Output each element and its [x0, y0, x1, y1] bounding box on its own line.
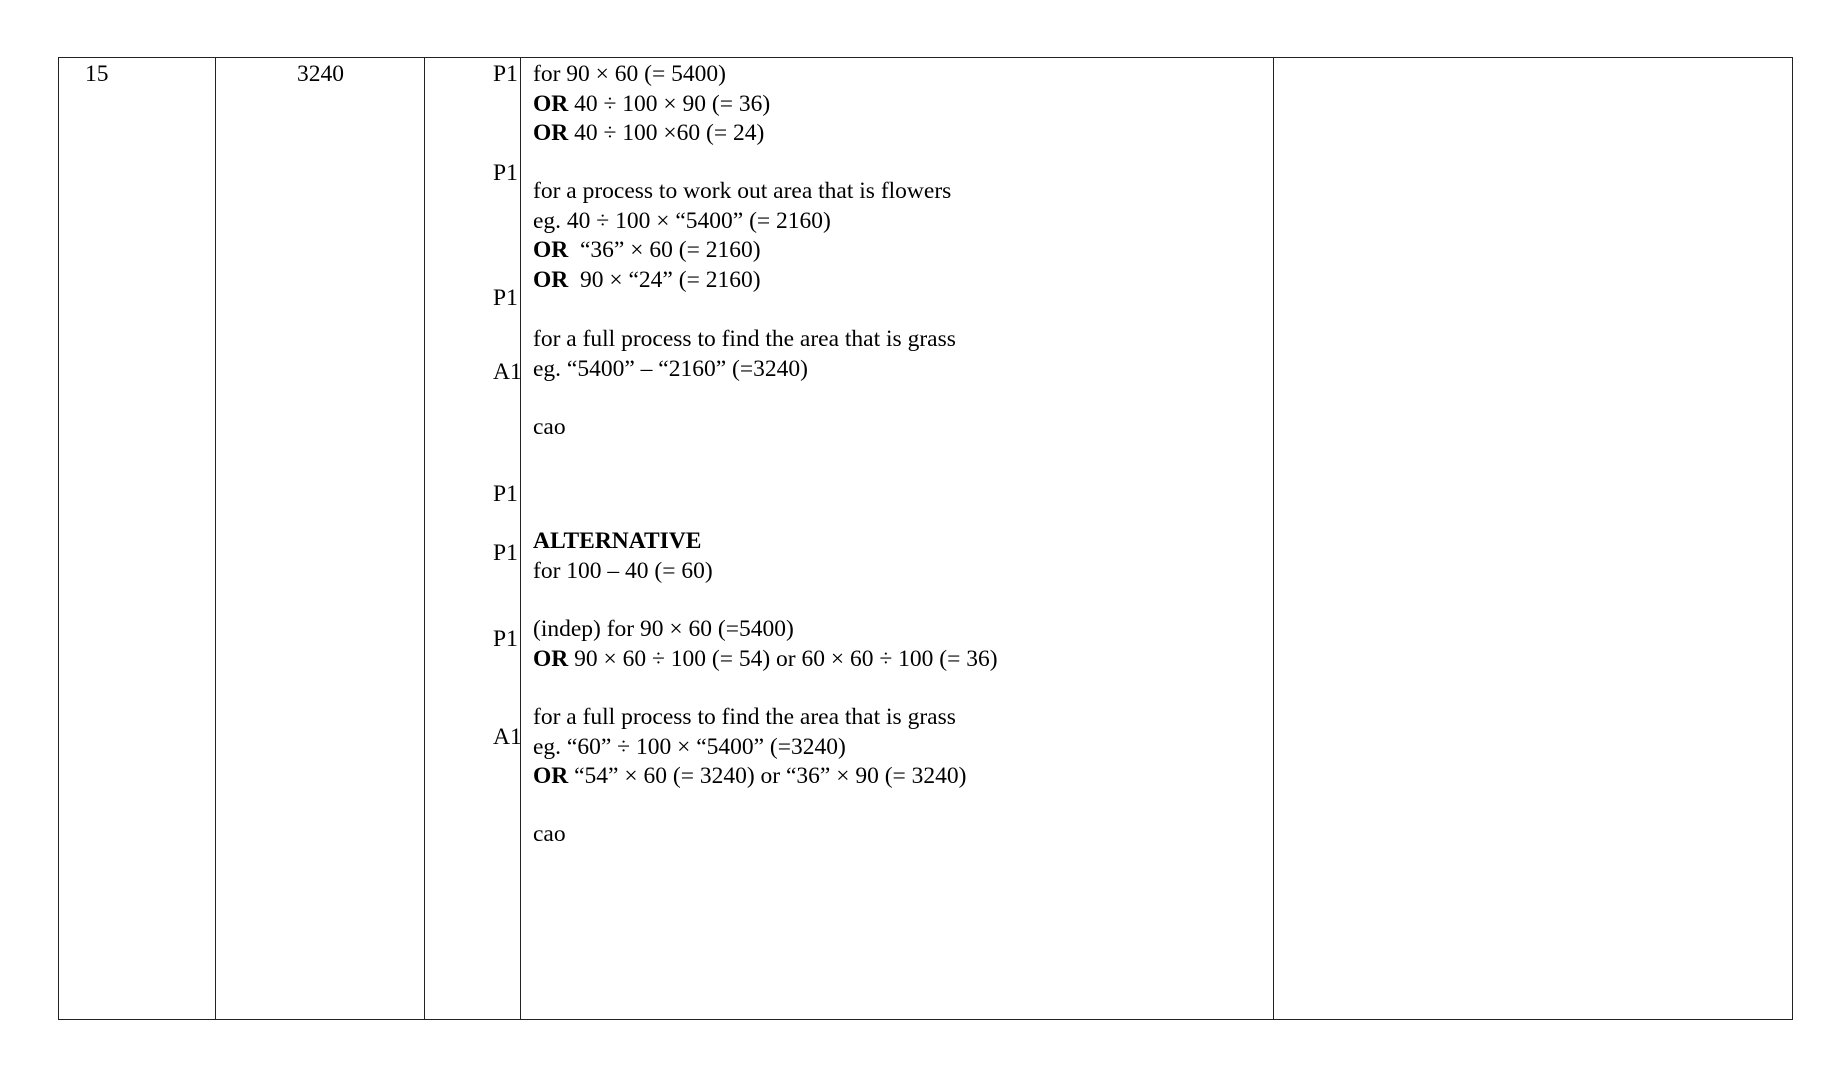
- guidance-line: [533, 557, 713, 587]
- guidance-line: [533, 820, 566, 850]
- or-keyword: OR: [533, 645, 569, 672]
- guidance-line: [533, 645, 998, 675]
- guidance-line: [533, 703, 967, 733]
- guidance-text: eg. “5400” – “2160” (=3240): [533, 355, 808, 382]
- guidance-block: [533, 325, 956, 384]
- guidance-line: [533, 355, 956, 385]
- guidance-column: [521, 58, 1274, 1019]
- question-number-cell: [59, 58, 216, 1019]
- guidance-block: [533, 615, 998, 674]
- or-keyword: OR: [533, 90, 569, 117]
- guidance-text: eg. “60” ÷ 100 × “5400” (=3240): [533, 733, 846, 760]
- guidance-text: for 100 – 40 (= 60): [533, 557, 713, 584]
- additional-guidance-cell: [1274, 58, 1794, 1019]
- alternative-section: [533, 527, 713, 586]
- mark-label: P1: [493, 160, 518, 186]
- guidance-line: [533, 90, 770, 120]
- mark-label: P1: [493, 481, 518, 507]
- mark-label: P1: [493, 61, 518, 87]
- guidance-text: for 90 × 60 (= 5400): [533, 61, 726, 87]
- question-number: 15: [85, 61, 109, 87]
- guidance-line: [533, 325, 956, 355]
- guidance-block: [533, 703, 967, 792]
- mark-column: [425, 58, 521, 1019]
- guidance-line: [533, 266, 951, 296]
- guidance-line: [533, 236, 951, 266]
- mark-label: P1: [493, 540, 518, 566]
- guidance-text: for a full process to find the area that is grass: [533, 704, 956, 730]
- or-keyword: OR: [533, 237, 569, 263]
- guidance-block: [533, 820, 566, 850]
- mark-label: P1: [493, 626, 518, 652]
- guidance-text: cao: [533, 414, 566, 440]
- mark-label: A1: [493, 359, 522, 385]
- guidance-text: 40 ÷ 100 × 90 (= 36): [568, 90, 771, 117]
- guidance-line: [533, 207, 951, 237]
- guidance-text: for a full process to find the area that is grass: [533, 326, 956, 352]
- guidance-text: cao: [533, 821, 566, 847]
- alternative-heading: ALTERNATIVE: [533, 528, 702, 554]
- guidance-block: [533, 177, 951, 295]
- guidance-text: “36” × 60 (= 2160): [568, 237, 761, 263]
- guidance-text: eg. 40 ÷ 100 × “5400” (= 2160): [533, 207, 831, 234]
- guidance-text: 90 × “24” (= 2160): [568, 266, 761, 293]
- answer-value: 3240: [297, 61, 344, 87]
- guidance-line: [533, 177, 951, 207]
- mark-label: A1: [493, 724, 522, 750]
- mark-label: P1: [493, 285, 518, 311]
- answer-cell: [216, 58, 425, 1019]
- guidance-line: [533, 733, 967, 763]
- guidance-text: for a process to work out area that is flowers: [533, 178, 952, 204]
- guidance-text: 90 × 60 ÷ 100 (= 54) or 60 × 60 ÷ 100 (= 36): [568, 645, 998, 672]
- guidance-text: “54” × 60 (= 3240) or “36” × 90 (= 3240): [568, 763, 967, 789]
- guidance-line: [533, 615, 998, 645]
- or-keyword: OR: [533, 266, 569, 293]
- guidance-line: [533, 413, 566, 443]
- guidance-text: 40 ÷ 100 ×60 (= 24): [568, 120, 765, 146]
- or-keyword: OR: [533, 763, 569, 789]
- guidance-line: [533, 60, 770, 90]
- mark-scheme-table: [58, 57, 1793, 1020]
- guidance-block: [533, 413, 566, 443]
- guidance-text: (indep) for 90 × 60 (=5400): [533, 616, 794, 642]
- guidance-line: [533, 762, 967, 792]
- guidance-line: [533, 119, 770, 149]
- or-keyword: OR: [533, 120, 569, 146]
- guidance-block: [533, 60, 770, 149]
